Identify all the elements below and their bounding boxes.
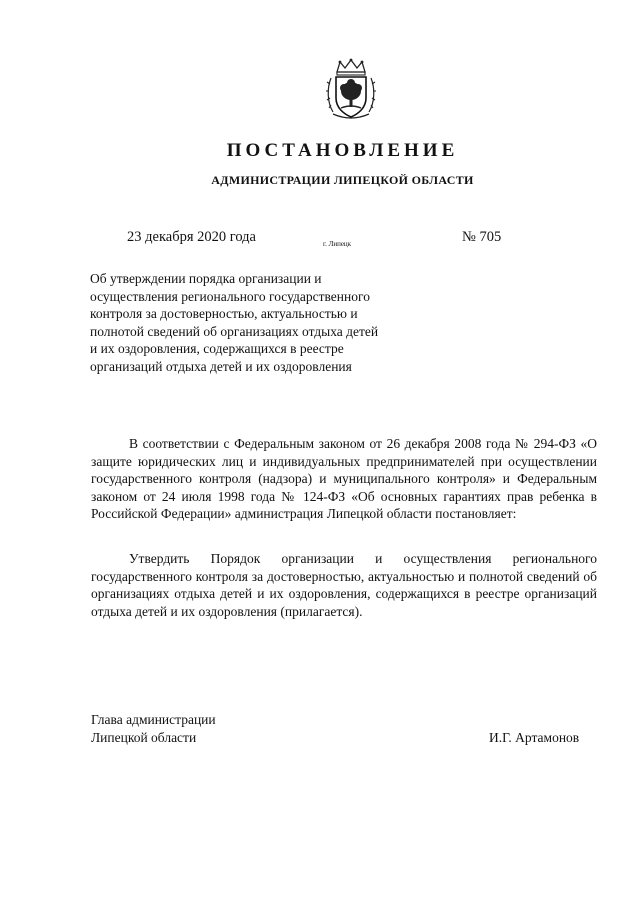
- document-title: ПОСТАНОВЛЕНИЕ: [226, 140, 459, 161]
- document-city: г. Липецк: [323, 240, 352, 248]
- signer-position: [91, 711, 216, 747]
- decision-paragraph: Утвердить Порядок организации и осуществления регионального государственного контроля за достоверностью, актуальностью и полнотой сведений об организациях отдыха детей и их оздоровления, содержащихся в реестре организаций отдыха детей и их оздоровления (прилагается).: [91, 551, 597, 619]
- subject-line: организаций отдыха детей и их оздоровления: [90, 358, 352, 374]
- signer-name: И.Г. Артамонов: [489, 730, 580, 745]
- subject-line: Об утверждении порядка организации и: [90, 271, 322, 286]
- subject-line: контроля за достоверностью, актуальностью и: [90, 306, 358, 322]
- signer-position-line: Липецкой области: [91, 730, 197, 745]
- subject-line: и их оздоровления, содержащихся в реестре: [90, 341, 344, 357]
- document-date: 23 декабря 2020 года: [127, 229, 256, 245]
- document-number: № 705: [462, 229, 502, 245]
- preamble-paragraph: В соответствии с Федеральным законом от 26 декабря 2008 года № 294-ФЗ «О защите юридических лиц и индивидуальных предпринимателей при осуществлении государственного контроля (надзора) и муниципального контроля» и Федеральным законом от 24 июля 1998 года № 124-ФЗ «Об основных гарантиях прав ребенка в Российской Федерации» администрация Липецкой области постановляет:: [91, 436, 597, 522]
- issuer-name: АДМИНИСТРАЦИИ ЛИПЕЦКОЙ ОБЛАСТИ: [211, 173, 474, 187]
- subject-line: осуществления регионального государственного: [90, 288, 370, 304]
- signer-position-line: Глава администрации: [91, 712, 216, 727]
- document-subject: [90, 270, 430, 376]
- coat-of-arms-emblem: [325, 58, 377, 122]
- subject-line: полнотой сведений об организациях отдыха детей: [90, 323, 379, 339]
